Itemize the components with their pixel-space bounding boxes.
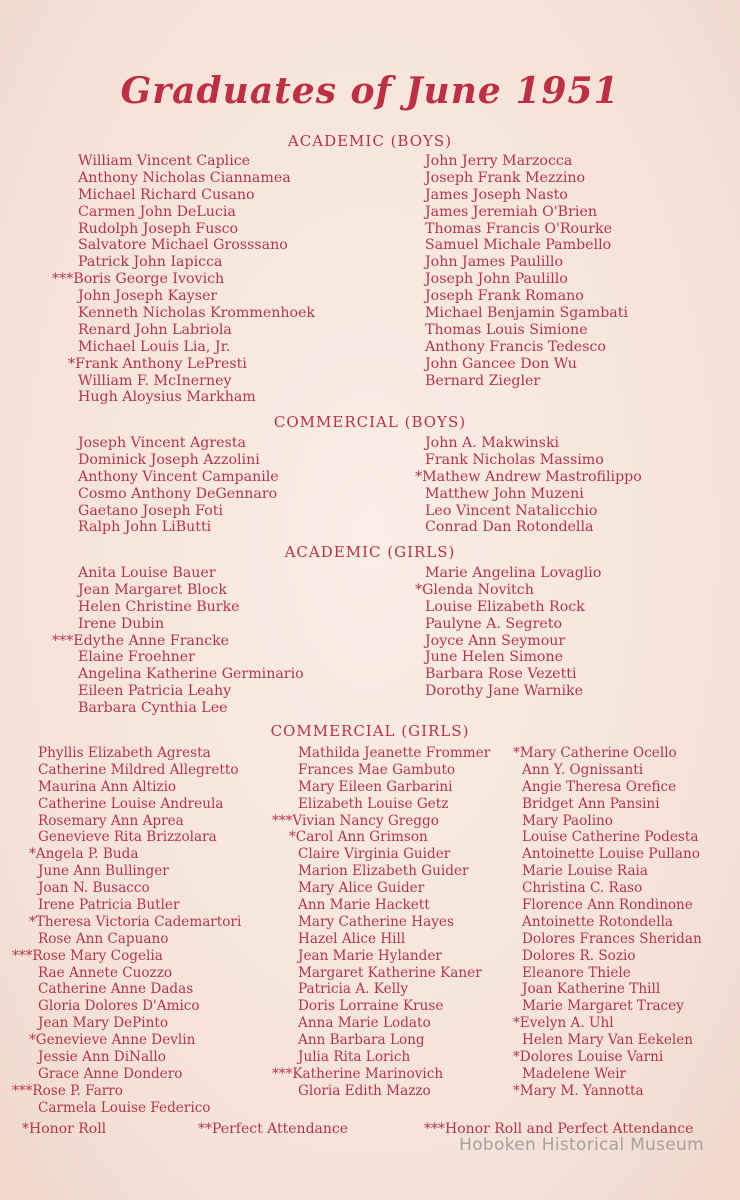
list-item: Margaret Katherine Kaner (298, 964, 482, 981)
list-item: Frank Nicholas Massimo (425, 451, 604, 468)
legend-perfect-attendance: **Perfect Attendance (198, 1121, 349, 1137)
list-item: Jessie Ann DiNallo (38, 1049, 166, 1066)
list-item: Christina C. Raso (522, 880, 643, 897)
list-item: Ralph John LiButti (78, 519, 212, 536)
list-item: Jean Margaret Block (78, 581, 227, 598)
list-item: James Jeremiah O'Brien (425, 203, 597, 220)
list-item: Genevieve Rita Brizzolara (38, 829, 217, 846)
list-item: Eleanore Thiele (522, 964, 631, 981)
list-item: Anna Marie Lodato (298, 1015, 431, 1032)
list-item: Matthew John Muzeni (425, 485, 584, 502)
list-item: Catherine Louise Andreula (38, 795, 224, 812)
list-item: Thomas Francis O'Rourke (425, 220, 613, 237)
list-item: Marion Elizabeth Guider (298, 863, 469, 880)
commercial-boys-left (78, 435, 279, 536)
list-item: William F. McInerney (78, 372, 232, 389)
list-item: Catherine Mildred Allegretto (38, 761, 239, 778)
list-item: Marie Angelina Lovaglio (425, 565, 602, 581)
list-item: June Ann Bullinger (38, 863, 169, 880)
list-item: Rosemary Ann Aprea (38, 812, 184, 829)
watermark: Hoboken Historical Museum (459, 1135, 704, 1155)
list-item: Michael Richard Cusano (78, 186, 255, 203)
list-item: Joyce Ann Seymour (425, 632, 566, 649)
list-item: John Gancee Don Wu (425, 355, 577, 372)
commercial-girls-col2 (272, 745, 491, 1100)
list-item: Mathilda Jeanette Frommer (298, 745, 491, 761)
list-item: Thomas Louis Simione (425, 321, 588, 338)
list-item: Helen Mary Van Eekelen (522, 1032, 694, 1049)
list-item: John Jerry Marzocca (425, 153, 573, 169)
list-item: *Carol Ann Grimson (289, 829, 428, 846)
list-item: Michael Benjamin Sgambati (425, 305, 628, 322)
academic-boys-right (425, 153, 628, 389)
list-item: Joseph Frank Mezzino (425, 169, 586, 186)
list-item: Angie Theresa Orefice (522, 778, 677, 795)
list-item: John A. Makwinski (425, 435, 560, 451)
list-item: Hazel Alice Hill (298, 930, 406, 947)
list-item: *Evelyn A. Uhl (513, 1015, 614, 1032)
list-item: Joan N. Busacco (38, 880, 150, 897)
heading-academic-girls: ACADEMIC (GIRLS) (284, 543, 456, 561)
list-item: *Mary Catherine Ocello (513, 745, 677, 761)
list-item: *Dolores Louise Varni (513, 1049, 664, 1066)
list-item: Michael Louis Lia, Jr. (78, 338, 231, 355)
list-item: Anita Louise Bauer (78, 565, 216, 581)
list-item: Joan Katherine Thill (522, 981, 661, 998)
list-item: Mary Paolino (522, 812, 613, 829)
list-item: Anthony Francis Tedesco (425, 338, 606, 355)
list-item: Renard John Labriola (78, 321, 232, 338)
list-item: Claire Virginia Guider (298, 846, 451, 863)
list-item: Madelene Weir (522, 1065, 627, 1082)
list-item: ***Vivian Nancy Greggo (272, 812, 439, 829)
list-item: ***Boris George Ivovich (52, 271, 225, 288)
heading-commercial-boys: COMMERCIAL (BOYS) (273, 413, 467, 431)
list-item: *Genevieve Anne Devlin (29, 1032, 196, 1049)
list-item: Carmela Louise Federico (38, 1099, 211, 1116)
academic-boys-left (52, 153, 316, 406)
list-item: Antoinette Louise Pullano (522, 846, 700, 863)
list-item: Ann Y. Ognissanti (522, 761, 644, 778)
list-item: Dolores Frances Sheridan (522, 930, 702, 947)
list-item: James Joseph Nasto (425, 186, 568, 203)
list-item: Frances Mae Gambuto (298, 761, 456, 778)
list-item: June Helen Simone (425, 649, 564, 666)
list-item: ***Rose P. Farro (12, 1082, 123, 1099)
legend-honor-roll-and-attendance: ***Honor Roll and Perfect Attendance (424, 1121, 694, 1137)
list-item: ***Rose Mary Cogelia (12, 947, 163, 964)
commercial-girls-col1 (12, 745, 242, 1117)
list-item: Joseph Frank Romano (425, 288, 584, 305)
list-item: Bridget Ann Pansini (522, 795, 660, 812)
list-item: Rose Ann Capuano (38, 930, 169, 947)
list-item: John James Paulillo (425, 254, 563, 271)
list-item: Mary Eileen Garbarini (298, 778, 453, 795)
list-item: Ann Marie Hackett (298, 897, 430, 914)
list-item: Julia Rita Lorich (298, 1049, 411, 1066)
list-item: Mary Catherine Hayes (298, 913, 454, 930)
list-item: Anthony Vincent Campanile (78, 468, 279, 485)
list-item: Anthony Nicholas Ciannamea (78, 169, 291, 186)
list-item: Samuel Michale Pambello (425, 237, 612, 254)
list-item: Angelina Katherine Germinario (78, 666, 304, 683)
list-item: Phyllis Elizabeth Agresta (38, 745, 211, 761)
list-item: Joseph Vincent Agresta (78, 435, 246, 451)
list-item: Maurina Ann Altizio (38, 778, 177, 795)
commercial-girls-col3 (513, 745, 702, 1100)
list-item: Paulyne A. Segreto (425, 615, 562, 632)
academic-girls-right (415, 565, 602, 700)
list-item: Irene Dubin (78, 615, 165, 632)
list-item: *Mary M. Yannotta (513, 1082, 644, 1099)
list-item: Conrad Dan Rotondella (425, 519, 594, 536)
heading-commercial-girls: COMMERCIAL (GIRLS) (270, 722, 470, 740)
list-item: Rae Annete Cuozzo (38, 964, 173, 981)
list-item: *Angela P. Buda (29, 846, 139, 863)
list-item: Rudolph Joseph Fusco (78, 220, 239, 237)
list-item: *Frank Anthony LePresti (68, 355, 247, 372)
list-item: ***Edythe Anne Francke (52, 632, 230, 649)
list-item: Gaetano Joseph Foti (78, 502, 224, 519)
list-item: Mary Alice Guider (298, 880, 425, 897)
list-item: Eileen Patricia Leahy (78, 683, 232, 700)
list-item: Florence Ann Rondinone (522, 897, 693, 914)
list-item: Barbara Rose Vezetti (425, 666, 577, 683)
list-item: Dorothy Jane Warnike (425, 683, 584, 700)
list-item: Patrick John Iapicca (78, 254, 223, 271)
list-item: Irene Patricia Butler (38, 897, 180, 914)
list-item: William Vincent Caplice (78, 153, 251, 169)
list-item: Doris Lorraine Kruse (298, 998, 444, 1015)
legend-honor-roll: *Honor Roll (22, 1121, 107, 1137)
list-item: Elizabeth Louise Getz (298, 795, 449, 812)
list-item: ***Katherine Marinovich (272, 1065, 444, 1082)
list-item: Dolores R. Sozio (522, 947, 636, 964)
list-item: Marie Louise Raia (522, 863, 648, 880)
list-item: Salvatore Michael Grosssano (78, 237, 288, 254)
list-item: Hugh Aloysius Markham (78, 389, 256, 406)
academic-girls-left (52, 565, 304, 717)
list-item: Jean Marie Hylander (298, 947, 442, 964)
list-item: Joseph John Paulillo (425, 271, 568, 288)
list-item: Barbara Cynthia Lee (78, 700, 228, 717)
list-item: Louise Catherine Podesta (522, 829, 699, 846)
list-item: Jean Mary DePinto (38, 1015, 169, 1032)
list-item: Patricia A. Kelly (298, 981, 409, 998)
list-item: Leo Vincent Natalicchio (425, 502, 598, 519)
list-item: Grace Anne Dondero (38, 1065, 183, 1082)
list-item: Bernard Ziegler (425, 372, 541, 389)
page-title: Graduates of June 1951 (120, 70, 620, 112)
commercial-boys-right (415, 435, 642, 536)
list-item: Louise Elizabeth Rock (425, 598, 585, 615)
list-item: Cosmo Anthony DeGennaro (78, 485, 278, 502)
list-item: *Mathew Andrew Mastrofilippo (415, 468, 642, 485)
list-item: Dominick Joseph Azzolini (78, 451, 260, 468)
heading-academic-boys: ACADEMIC (BOYS) (287, 132, 453, 150)
list-item: Carmen John DeLucia (78, 203, 236, 220)
list-item: Elaine Froehner (78, 649, 195, 666)
list-item: Antoinette Rotondella (522, 913, 674, 930)
list-item: Helen Christine Burke (78, 598, 240, 615)
list-item: *Theresa Victoria Cademartori (29, 913, 242, 930)
list-item: Kenneth Nicholas Krommenhoek (78, 305, 316, 322)
list-item: Marie Margaret Tracey (522, 998, 684, 1015)
list-item: *Glenda Novitch (415, 581, 534, 598)
list-item: Gloria Dolores D'Amico (38, 998, 200, 1015)
list-item: Ann Barbara Long (298, 1032, 425, 1049)
list-item: Gloria Edith Mazzo (298, 1082, 431, 1099)
list-item: Catherine Anne Dadas (38, 981, 194, 998)
list-item: John Joseph Kayser (78, 288, 218, 305)
